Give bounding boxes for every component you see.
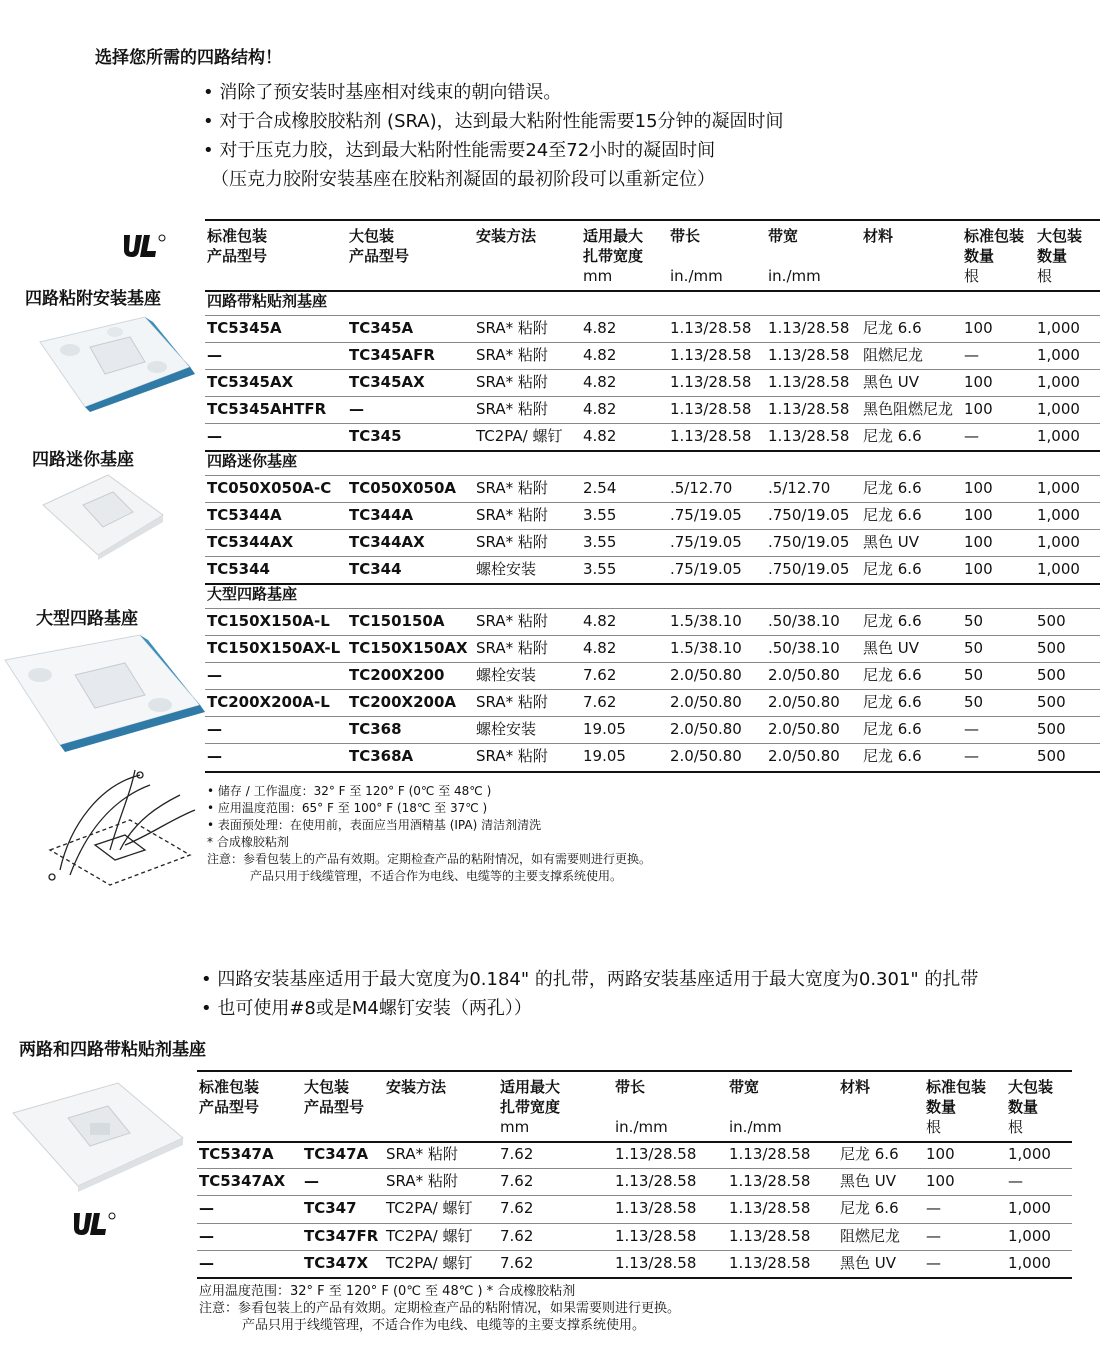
table-cell: 黑色阻燃尼龙: [863, 400, 954, 418]
header-unit: [863, 266, 893, 286]
table-cell: TC150X150A-L: [207, 612, 330, 630]
table-cell: 1,000: [1037, 346, 1080, 364]
table-cell: 500: [1037, 612, 1066, 630]
table-cell: —: [926, 1199, 941, 1218]
header-unit: in./mm: [768, 267, 821, 285]
table-cell: 4.82: [583, 612, 617, 630]
table-cell: 2.0/50.80: [670, 720, 742, 738]
table-cell: TC2PA/ 螺钉: [386, 1199, 473, 1218]
header-line: [615, 1097, 668, 1117]
table-cell: 1.13/28.58: [729, 1199, 811, 1218]
ul-logo-icon: [70, 1210, 120, 1238]
table-cell: 100: [964, 479, 993, 497]
table-cell: 1.13/28.58: [729, 1253, 811, 1272]
table-cell: .5/12.70: [670, 479, 733, 497]
table-cell: 50: [964, 612, 984, 630]
table-cell: 1,000: [1037, 506, 1080, 524]
header-unit: mm: [500, 1118, 530, 1136]
table-cell: 1.13/28.58: [615, 1226, 697, 1245]
two-four-way-mount-image: [8, 1078, 188, 1193]
table-cell: —: [349, 400, 364, 418]
table-cell: .50/38.10: [768, 612, 840, 630]
table-cell: SRA* 粘附: [476, 533, 548, 551]
label-adhesive-mount: 四路粘附安装基座: [25, 289, 161, 309]
note-line: * 合成橡胶粘剂: [207, 835, 289, 849]
table-cell: 100: [964, 506, 993, 524]
header-line: [476, 246, 536, 266]
table-cell: TC344AX: [349, 533, 425, 551]
table-cell: 3.55: [583, 560, 617, 578]
table-cell: —: [964, 346, 979, 364]
table-cell: TC347: [304, 1199, 357, 1218]
header-unit: in./mm: [615, 1118, 668, 1136]
header-line: 产品型号: [199, 1098, 260, 1116]
installation-drawing-icon: [40, 765, 205, 890]
column-header: [207, 226, 267, 286]
table-cell: 4.82: [583, 427, 617, 445]
table-cell: 7.62: [500, 1145, 534, 1163]
column-header: [500, 1077, 560, 1137]
header-line: 大包装: [349, 227, 395, 245]
column-header: [583, 226, 643, 286]
column-header: [840, 1077, 870, 1137]
header-unit: 根: [964, 267, 980, 285]
intro-bullet: （压克力胶附安装基座在胶粘剂凝固的最初阶段可以重新定位）: [211, 169, 715, 190]
header-line: 适用最大: [583, 227, 644, 245]
table-cell: —: [199, 1226, 214, 1245]
table-cell: 1.13/28.58: [768, 373, 850, 391]
group-heading: 四路迷你基座: [207, 452, 298, 470]
section2-bullet: • 四路安装基座适用于最大宽度为0.184" 的扎带，两路安装基座适用于最大宽度为0.301" 的扎带: [201, 969, 979, 990]
table-cell: 1,000: [1037, 373, 1080, 391]
table-cell: .75/19.05: [670, 506, 742, 524]
note-line: • 应用温度范围：65° F 至 100° F (18℃ 至 37℃ ): [207, 801, 488, 815]
table-cell: —: [207, 346, 222, 364]
column-header: [863, 226, 893, 286]
table-cell: 7.62: [583, 666, 617, 684]
table-cell: .750/19.05: [768, 560, 850, 578]
table-cell: TC344A: [349, 506, 414, 524]
table-cell: 阻燃尼龙: [840, 1226, 901, 1245]
header-line: 数量: [1037, 247, 1068, 265]
table-cell: 4.82: [583, 400, 617, 418]
table-cell: 100: [964, 319, 993, 337]
table-cell: 1.13/28.58: [729, 1172, 811, 1191]
table-cell: 4.82: [583, 639, 617, 657]
table-cell: 100: [964, 560, 993, 578]
label-large-mount: 大型四路基座: [36, 609, 138, 629]
table-cell: TC5344AX: [207, 533, 294, 551]
table-cell: 1,000: [1037, 479, 1080, 497]
table-cell: TC5344A: [207, 506, 282, 524]
table2-notes: [199, 1283, 680, 1334]
table-cell: 阻燃尼龙: [863, 346, 924, 364]
table-cell: 500: [1037, 747, 1066, 765]
table-cell: SRA* 粘附: [386, 1145, 458, 1163]
table-cell: TC150X150AX-L: [207, 639, 341, 657]
header-line: 大包装: [1008, 1078, 1054, 1096]
section-rule: [197, 1277, 1072, 1279]
table-cell: 2.0/50.80: [768, 747, 840, 765]
table-cell: 4.82: [583, 373, 617, 391]
table-cell: TC347A: [304, 1145, 369, 1163]
table-cell: 1,000: [1037, 400, 1080, 418]
table-cell: SRA* 粘附: [476, 506, 548, 524]
ul-logo-icon: [120, 232, 170, 260]
section-rule: [205, 450, 1100, 452]
table-cell: 3.55: [583, 506, 617, 524]
table-cell: TC2PA/ 螺钉: [386, 1253, 473, 1272]
header-unit: [476, 266, 536, 286]
table-cell: 19.05: [583, 747, 626, 765]
section2-bullet: • 也可使用#8或是M4螺钉安装（两孔））: [201, 998, 532, 1019]
header-unit: [304, 1117, 364, 1137]
intro-bullets: [203, 78, 784, 194]
header-unit: [207, 266, 267, 286]
table-cell: TC200X200A: [349, 693, 457, 711]
table-cell: 7.62: [500, 1226, 534, 1245]
table-cell: 1.13/28.58: [670, 427, 752, 445]
table-cell: TC050X050A: [349, 479, 457, 497]
table-cell: 2.0/50.80: [670, 747, 742, 765]
large-mount-image: [0, 630, 205, 760]
note-line: 注意：参看包装上的产品有效期。定期检查产品的粘附情况，如果需要则进行更换。: [199, 1301, 681, 1316]
table-cell: 黑色 UV: [863, 533, 920, 551]
table-cell: 1.13/28.58: [670, 346, 752, 364]
header-line: [863, 246, 893, 266]
table-cell: —: [207, 666, 222, 684]
table-cell: 100: [964, 400, 993, 418]
table-cell: TC5344: [207, 560, 270, 578]
table-cell: 1.13/28.58: [615, 1253, 697, 1272]
header-line: 安装方法: [386, 1078, 447, 1096]
table-cell: .750/19.05: [768, 506, 850, 524]
header-unit: 根: [1037, 267, 1053, 285]
table-cell: —: [964, 747, 979, 765]
table-cell: —: [926, 1253, 941, 1272]
table-cell: —: [199, 1199, 214, 1218]
table-cell: —: [304, 1172, 319, 1191]
table-cell: 尼龙 6.6: [840, 1199, 899, 1218]
section2-bullets: [201, 965, 978, 1023]
table-cell: 1.13/28.58: [615, 1172, 697, 1191]
table-cell: 尼龙 6.6: [863, 747, 922, 765]
table-cell: TC347FR: [304, 1226, 379, 1245]
header-line: 标准包装: [926, 1078, 987, 1096]
column-header: [729, 1077, 782, 1137]
header-line: [768, 246, 821, 266]
table-cell: TC5345AX: [207, 373, 294, 391]
table-cell: —: [207, 747, 222, 765]
table-cell: 1,000: [1037, 533, 1080, 551]
table-cell: 100: [964, 533, 993, 551]
note-line: 产品只用于线缆管理，不适合作为电线、电缆等的主要支撑系统使用。: [250, 869, 623, 883]
note-line: 应用温度范围：32° F 至 120° F (0℃ 至 48℃ ) * 合成橡胶粘剂: [199, 1284, 576, 1299]
table-cell: 尼龙 6.6: [863, 612, 922, 630]
header-line: 材料: [840, 1078, 871, 1096]
table-cell: 尼龙 6.6: [863, 427, 922, 445]
page-title: 选择您所需的四路结构！: [95, 48, 282, 68]
header-line: [670, 246, 723, 266]
table-cell: 尼龙 6.6: [863, 319, 922, 337]
table-cell: 100: [926, 1145, 955, 1163]
table-cell: .5/12.70: [768, 479, 831, 497]
intro-bullet: • 对于压克力胶，达到最大粘附性能需要24至72小时的凝固时间: [203, 140, 716, 161]
table-cell: .750/19.05: [768, 533, 850, 551]
table-cell: —: [207, 720, 222, 738]
header-unit: [840, 1117, 870, 1137]
intro-bullet: • 对于合成橡胶胶粘剂 (SRA)，达到最大粘附性能需要15分钟的凝固时间: [203, 111, 784, 132]
header-unit: [199, 1117, 259, 1137]
column-header: [199, 1077, 259, 1137]
header-unit: mm: [583, 267, 613, 285]
table-cell: 1,000: [1008, 1199, 1051, 1218]
table2-top-rule: [197, 1070, 1072, 1072]
column-header: [615, 1077, 668, 1137]
table-cell: TC200X200: [349, 666, 445, 684]
column-header: [964, 226, 1024, 286]
table-cell: TC150X150AX: [349, 639, 468, 657]
table-cell: 1,000: [1037, 560, 1080, 578]
table-cell: SRA* 粘附: [476, 747, 548, 765]
table-cell: 1.13/28.58: [670, 373, 752, 391]
label-two-four-way: 两路和四路带粘贴剂基座: [19, 1040, 206, 1060]
table-cell: 1.13/28.58: [729, 1145, 811, 1163]
column-header: [768, 226, 821, 286]
header-line: 产品型号: [304, 1098, 365, 1116]
table-cell: 2.54: [583, 479, 617, 497]
table-cell: 2.0/50.80: [670, 693, 742, 711]
table-cell: —: [964, 427, 979, 445]
table-cell: 500: [1037, 693, 1066, 711]
column-header: [926, 1077, 986, 1137]
table-cell: —: [207, 427, 222, 445]
note-line: 注意：参看包装上的产品有效期。定期检查产品的粘附情况，如有需要则进行更换。: [207, 852, 652, 866]
table1-top-rule: [205, 219, 1100, 221]
table-cell: SRA* 粘附: [386, 1172, 458, 1191]
table-cell: 1.13/28.58: [615, 1145, 697, 1163]
header-line: 带长: [670, 227, 701, 245]
table-cell: 3.55: [583, 533, 617, 551]
intro-bullet: • 消除了预安装时基座相对线束的朝向错误。: [203, 82, 562, 103]
table-cell: 1.13/28.58: [768, 400, 850, 418]
header-line: 适用最大: [500, 1078, 561, 1096]
column-header: [349, 226, 409, 286]
header-line: 大包装: [1037, 227, 1083, 245]
table-cell: 2.0/50.80: [768, 666, 840, 684]
header-line: 带宽: [768, 227, 799, 245]
table-cell: 黑色 UV: [840, 1253, 897, 1272]
mini-mount-image: [38, 470, 168, 560]
table-cell: 1.13/28.58: [670, 400, 752, 418]
table-cell: 1.13/28.58: [768, 427, 850, 445]
note-line: • 表面预处理：在使用前，表面应当用酒精基 (IPA) 清洁剂清洗: [207, 818, 542, 832]
column-header: [1037, 226, 1082, 286]
table-cell: —: [964, 720, 979, 738]
table-cell: 19.05: [583, 720, 626, 738]
header-unit: in./mm: [729, 1118, 782, 1136]
header-unit: 根: [926, 1118, 942, 1136]
header-line: [386, 1097, 446, 1117]
table-cell: 1,000: [1037, 319, 1080, 337]
table-cell: 4.82: [583, 319, 617, 337]
table-cell: 2.0/50.80: [670, 666, 742, 684]
table-cell: TC5347A: [199, 1145, 274, 1163]
table-cell: 4.82: [583, 346, 617, 364]
header-unit: [349, 266, 409, 286]
table-cell: TC2PA/ 螺钉: [386, 1226, 473, 1245]
header-unit: in./mm: [670, 267, 723, 285]
table-cell: 500: [1037, 666, 1066, 684]
table-cell: TC2PA/ 螺钉: [476, 427, 563, 445]
header-line: 数量: [964, 247, 995, 265]
label-mini-mount: 四路迷你基座: [32, 450, 134, 470]
table-cell: 螺栓安装: [476, 720, 537, 738]
header-line: 扎带宽度: [500, 1098, 561, 1116]
table-cell: 黑色 UV: [840, 1172, 897, 1191]
table-cell: 50: [964, 693, 984, 711]
table-cell: SRA* 粘附: [476, 373, 548, 391]
header-line: [729, 1097, 782, 1117]
header-line: 标准包装: [207, 227, 268, 245]
group-heading: 大型四路基座: [207, 585, 298, 603]
table-cell: —: [1008, 1172, 1023, 1191]
table-cell: TC200X200A-L: [207, 693, 330, 711]
header-line: 产品型号: [349, 247, 410, 265]
table-cell: 1.13/28.58: [729, 1226, 811, 1245]
table-cell: 1,000: [1037, 427, 1080, 445]
table-cell: 尼龙 6.6: [863, 560, 922, 578]
header-line: 带宽: [729, 1078, 760, 1096]
table-cell: 尼龙 6.6: [840, 1145, 899, 1163]
table-cell: TC345AX: [349, 373, 425, 391]
table-cell: SRA* 粘附: [476, 639, 548, 657]
table-cell: 1,000: [1008, 1226, 1051, 1245]
header-line: 扎带宽度: [583, 247, 644, 265]
header-line: 材料: [863, 227, 894, 245]
column-header: [304, 1077, 364, 1137]
table-cell: .50/38.10: [768, 639, 840, 657]
table-cell: SRA* 粘附: [476, 346, 548, 364]
column-header: [476, 226, 536, 286]
header-unit: 根: [1008, 1118, 1024, 1136]
table-cell: 50: [964, 666, 984, 684]
table-cell: 1.5/38.10: [670, 639, 742, 657]
table-cell: TC5345A: [207, 319, 282, 337]
table-cell: 1,000: [1008, 1145, 1051, 1163]
table-cell: SRA* 粘附: [476, 693, 548, 711]
table-cell: 螺栓安装: [476, 666, 537, 684]
table-cell: TC347X: [304, 1253, 369, 1272]
table-cell: SRA* 粘附: [476, 479, 548, 497]
table-cell: 尼龙 6.6: [863, 666, 922, 684]
header-line: 标准包装: [199, 1078, 260, 1096]
table-cell: 1.5/38.10: [670, 612, 742, 630]
table-cell: TC150150A: [349, 612, 445, 630]
table-cell: 50: [964, 639, 984, 657]
header-line: 大包装: [304, 1078, 350, 1096]
group-heading: 四路带粘贴剂基座: [207, 292, 328, 310]
table-cell: 螺栓安装: [476, 560, 537, 578]
header-line: 标准包装: [964, 227, 1025, 245]
table-cell: TC368: [349, 720, 402, 738]
table-cell: 500: [1037, 720, 1066, 738]
table-cell: 2.0/50.80: [768, 693, 840, 711]
table-cell: SRA* 粘附: [476, 612, 548, 630]
header-line: 安装方法: [476, 227, 537, 245]
table-cell: 7.62: [500, 1172, 534, 1191]
table1-notes: [207, 783, 651, 885]
table-cell: 1.13/28.58: [670, 319, 752, 337]
table-cell: TC050X050A-C: [207, 479, 332, 497]
header-line: 产品型号: [207, 247, 268, 265]
table-cell: 7.62: [500, 1199, 534, 1218]
header-line: 数量: [1008, 1098, 1039, 1116]
table-cell: 1.13/28.58: [615, 1199, 697, 1218]
section-rule: [205, 771, 1100, 773]
table-cell: TC345: [349, 427, 402, 445]
table-cell: 尼龙 6.6: [863, 720, 922, 738]
table-cell: TC5345AHTFR: [207, 400, 327, 418]
table-cell: 7.62: [583, 693, 617, 711]
table-cell: SRA* 粘附: [476, 400, 548, 418]
table-cell: 500: [1037, 639, 1066, 657]
note-line: 产品只用于线缆管理，不适合作为电线、电缆等的主要支撑系统使用。: [242, 1318, 646, 1333]
column-header: [670, 226, 723, 286]
table-cell: SRA* 粘附: [476, 319, 548, 337]
header-unit: [386, 1117, 446, 1137]
table-cell: TC345A: [349, 319, 414, 337]
table-cell: 尼龙 6.6: [863, 693, 922, 711]
table-cell: 1.13/28.58: [768, 346, 850, 364]
table-cell: 黑色 UV: [863, 639, 920, 657]
table-cell: —: [199, 1253, 214, 1272]
section-rule: [205, 290, 1100, 292]
column-header: [386, 1077, 446, 1137]
header-line: [840, 1097, 870, 1117]
table-cell: 尼龙 6.6: [863, 479, 922, 497]
table-cell: TC368A: [349, 747, 414, 765]
column-header: [1008, 1077, 1053, 1137]
table-cell: .75/19.05: [670, 560, 742, 578]
table-cell: 100: [926, 1172, 955, 1191]
adhesive-mount-image: [35, 312, 195, 412]
table-cell: 2.0/50.80: [768, 720, 840, 738]
table-cell: 7.62: [500, 1253, 534, 1272]
table-cell: TC5347AX: [199, 1172, 286, 1191]
table-cell: 1.13/28.58: [768, 319, 850, 337]
table-cell: 尼龙 6.6: [863, 506, 922, 524]
table-cell: TC345AFR: [349, 346, 435, 364]
header-line: 带长: [615, 1078, 646, 1096]
table-cell: .75/19.05: [670, 533, 742, 551]
note-line: • 储存 / 工作温度：32° F 至 120° F (0℃ 至 48℃ ): [207, 784, 492, 798]
header-line: 数量: [926, 1098, 957, 1116]
table-cell: 黑色 UV: [863, 373, 920, 391]
table-cell: TC344: [349, 560, 402, 578]
table-cell: 1,000: [1008, 1253, 1051, 1272]
table-cell: —: [926, 1226, 941, 1245]
section-rule: [205, 583, 1100, 585]
table-cell: 100: [964, 373, 993, 391]
